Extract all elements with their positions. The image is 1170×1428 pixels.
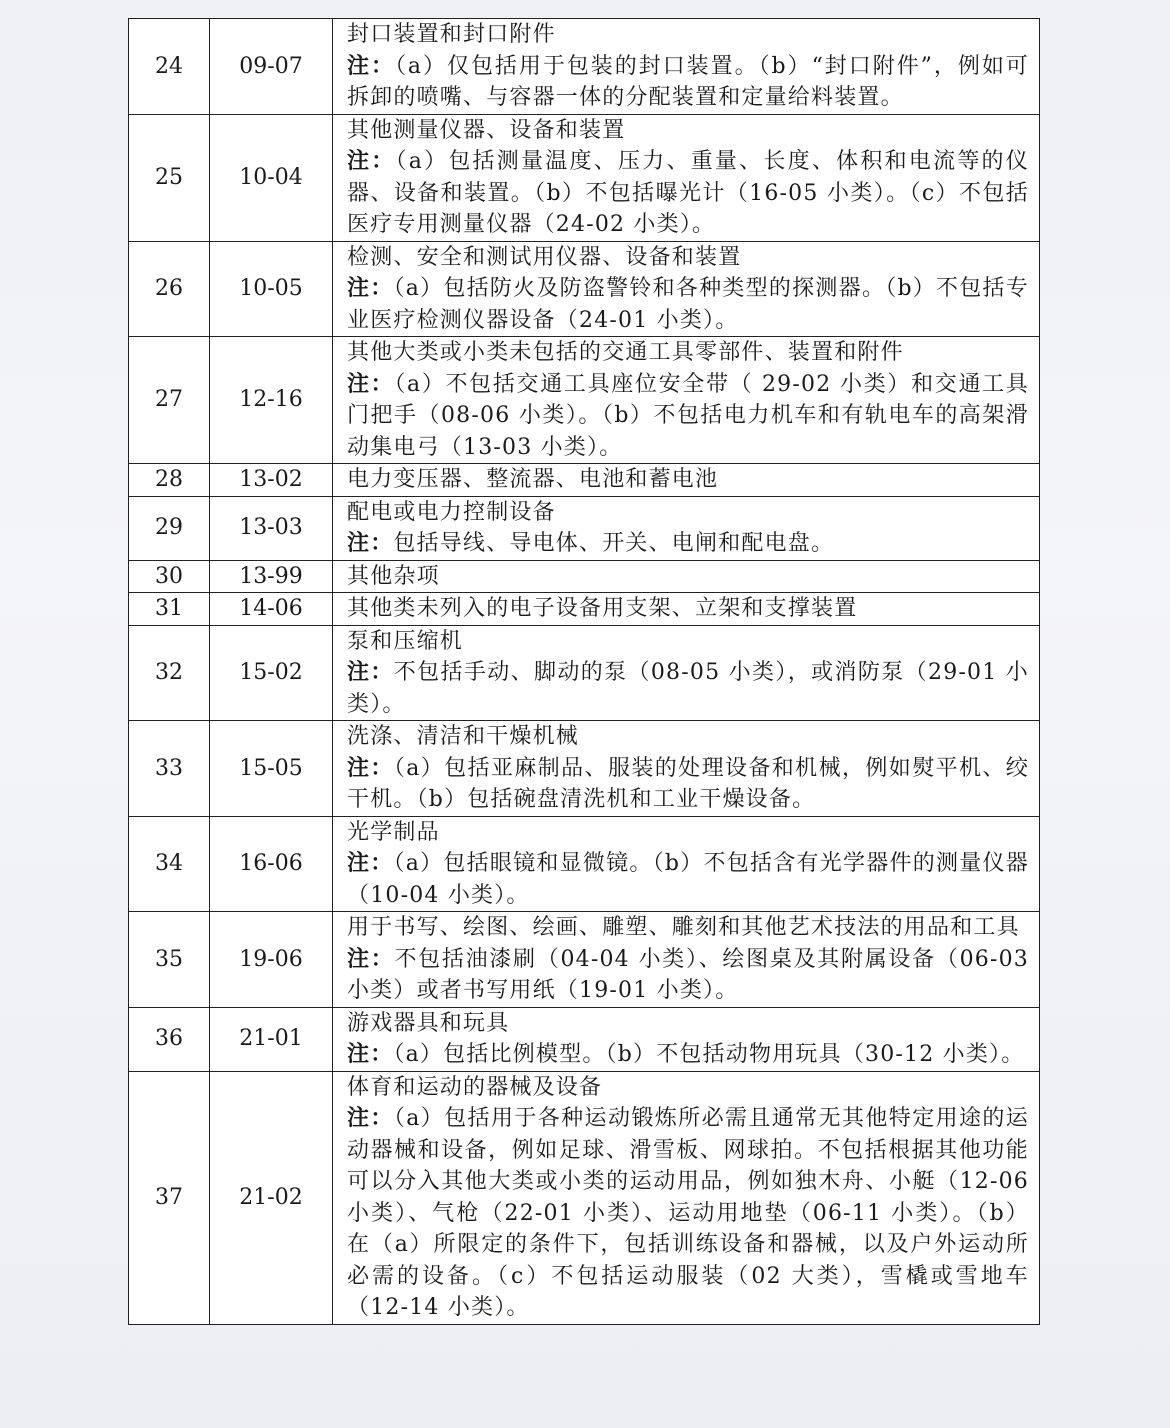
class-code: 21-02 <box>210 1071 333 1324</box>
row-number: 37 <box>129 1071 210 1324</box>
table-row <box>129 241 1040 337</box>
note-label: 注： <box>347 275 394 301</box>
note-text: 不包括油漆刷（04-04 小类）、绘图桌及其附属设备（06-03 小类）或者书写用纸（19-01 小类）。 <box>347 946 1029 1003</box>
row-number: 25 <box>129 114 210 241</box>
note-label: 注： <box>347 52 395 79</box>
class-title: 电力变压器、整流器、电池和蓄电池 <box>347 467 719 492</box>
class-note <box>347 51 1029 114</box>
note-text: （a）包括眼镜和显微镜。（b）不包括含有光学器件的测量仪器（10-04 小类）。 <box>347 851 1029 908</box>
class-description <box>333 19 1040 115</box>
table-row <box>129 816 1040 912</box>
table-row <box>129 19 1040 115</box>
class-title: 检测、安全和测试用仪器、设备和装置 <box>347 244 742 270</box>
note-text: （a）包括防火及防盗警铃和各种类型的探测器。（b）不包括专业医疗检测仪器设备（24-01 小类）。 <box>347 276 1029 333</box>
class-description <box>333 496 1040 560</box>
note-label: 注： <box>347 754 394 781</box>
class-code: 13-02 <box>210 464 333 497</box>
class-code: 21-01 <box>210 1007 333 1071</box>
note-label: 注： <box>347 850 394 876</box>
note-text: （a）包括亚麻制品、服装的处理设备和机械，例如熨平机、绞干机。（b）包括碗盘清洗机和工业干燥设备。 <box>347 755 1030 812</box>
class-title: 配电或电力控制设备 <box>347 499 556 525</box>
class-description <box>333 721 1040 817</box>
note-text: （a）不包括交通工具座位安全带（ 29-02 小类）和交通工具门把手（08-06 小类）。（b）不包括电力机车和有轨电车的高架滑动集电弓（13-03 小类）。 <box>347 371 1029 460</box>
class-description <box>333 337 1040 464</box>
table-row <box>129 1007 1040 1071</box>
table-row <box>129 625 1040 721</box>
class-title: 其他杂项 <box>347 563 440 589</box>
class-description <box>333 560 1040 593</box>
class-code: 14-06 <box>210 593 333 626</box>
class-note <box>347 1039 1029 1071</box>
row-number: 26 <box>129 241 210 337</box>
table-row <box>129 560 1040 593</box>
class-code: 10-05 <box>210 241 333 337</box>
class-code: 19-06 <box>210 912 333 1008</box>
class-code: 15-02 <box>210 625 333 721</box>
table-row <box>129 721 1040 817</box>
class-note <box>347 848 1029 911</box>
row-number: 24 <box>129 19 210 115</box>
table-row <box>129 593 1040 626</box>
row-number: 33 <box>129 721 210 817</box>
table-row <box>129 496 1040 560</box>
classification-table <box>128 18 1040 1325</box>
class-description <box>333 625 1040 721</box>
class-description <box>333 464 1040 497</box>
class-title: 泵和压缩机 <box>347 628 464 654</box>
class-code: 15-05 <box>210 721 333 817</box>
class-description <box>333 593 1040 626</box>
note-label: 注： <box>347 530 394 556</box>
note-label: 注： <box>347 1041 394 1067</box>
note-text: 不包括手动、脚动的泵（08-05 小类），或消防泵（29-01 小类）。 <box>347 660 1029 717</box>
table-row <box>129 464 1040 497</box>
row-number: 32 <box>129 625 210 721</box>
row-number: 36 <box>129 1007 210 1071</box>
class-description <box>333 912 1040 1008</box>
note-text: （a）包括测量温度、压力、重量、长度、体积和电流等的仪器、设备和装置。（b）不包括曝光计（16-05 小类）。（c）不包括医疗专用测量仪器（24-02 小类）。 <box>347 149 1029 237</box>
class-description <box>333 1007 1040 1071</box>
class-note <box>347 1103 1029 1324</box>
class-title: 游戏器具和玩具 <box>347 1010 510 1036</box>
row-number: 34 <box>129 816 210 912</box>
note-text: （a）仅包括用于包装的封口装置。（b）“封口附件”，例如可拆卸的喷嘴、与容器一体的分配装置和定量给料装置。 <box>347 53 1030 110</box>
row-number: 30 <box>129 560 210 593</box>
note-label: 注： <box>347 945 395 972</box>
class-note <box>347 273 1029 336</box>
class-description <box>333 241 1040 337</box>
class-title: 其他类未列入的电子设备用支架、立架和支撑装置 <box>347 596 858 621</box>
row-number: 31 <box>129 593 210 626</box>
class-title: 封口装置和封口附件 <box>347 22 556 47</box>
row-number: 35 <box>129 912 210 1008</box>
class-code: 16-06 <box>210 816 333 912</box>
class-title: 洗涤、清洁和干燥机械 <box>347 724 580 749</box>
class-code: 13-99 <box>210 560 333 593</box>
note-label: 注： <box>347 1105 394 1131</box>
class-title: 用于书写、绘图、绘画、雕塑、雕刻和其他艺术技法的用品和工具 <box>347 915 1020 940</box>
class-code: 10-04 <box>210 114 333 241</box>
class-note <box>347 146 1029 241</box>
note-label: 注： <box>347 659 394 685</box>
class-description <box>333 1071 1040 1324</box>
row-number: 27 <box>129 337 210 464</box>
class-code: 12-16 <box>210 337 333 464</box>
class-note <box>347 369 1029 464</box>
class-note <box>347 657 1029 720</box>
class-note <box>347 528 1029 560</box>
table-row <box>129 912 1040 1008</box>
class-title: 其他大类或小类未包括的交通工具零部件、装置和附件 <box>347 340 904 365</box>
table-row <box>129 337 1040 464</box>
class-description <box>333 114 1040 241</box>
note-text: （a）包括比例模型。（b）不包括动物用玩具（30-12 小类）。 <box>393 1042 1025 1067</box>
note-label: 注： <box>347 148 396 174</box>
note-label: 注： <box>347 370 395 397</box>
row-number: 29 <box>129 496 210 560</box>
table-row <box>129 1071 1040 1324</box>
class-code: 09-07 <box>210 19 333 115</box>
class-title: 其他测量仪器、设备和装置 <box>347 117 626 143</box>
class-note <box>347 944 1029 1007</box>
class-description <box>333 816 1040 912</box>
class-code: 13-03 <box>210 496 333 560</box>
table-body <box>129 19 1040 1325</box>
note-text: （a）包括用于各种运动锻炼所必需且通常无其他特定用途的运动器械和设备，例如足球、滑雪板、网球拍。不包括根据其他功能可以分入其他大类或小类的运动用品，例如独木舟、小艇（12-06 小类）、气枪（22-01 小类）、运动用地垫（06-11 小类）。（b）在（a）所限定的条件下，包括训练设备和器械，以及户外运动所必需的设备。（c）不包括运动服装（02 大类），雪橇或雪地车（12-14 小类）。 <box>347 1106 1030 1320</box>
class-title: 光学制品 <box>347 819 440 845</box>
document-page <box>128 18 1040 1325</box>
table-row <box>129 114 1040 241</box>
row-number: 28 <box>129 464 210 497</box>
class-title: 体育和运动的器械及设备 <box>347 1074 603 1100</box>
class-note <box>347 753 1029 816</box>
note-text: 包括导线、导电体、开关、电闸和配电盘。 <box>393 531 835 556</box>
